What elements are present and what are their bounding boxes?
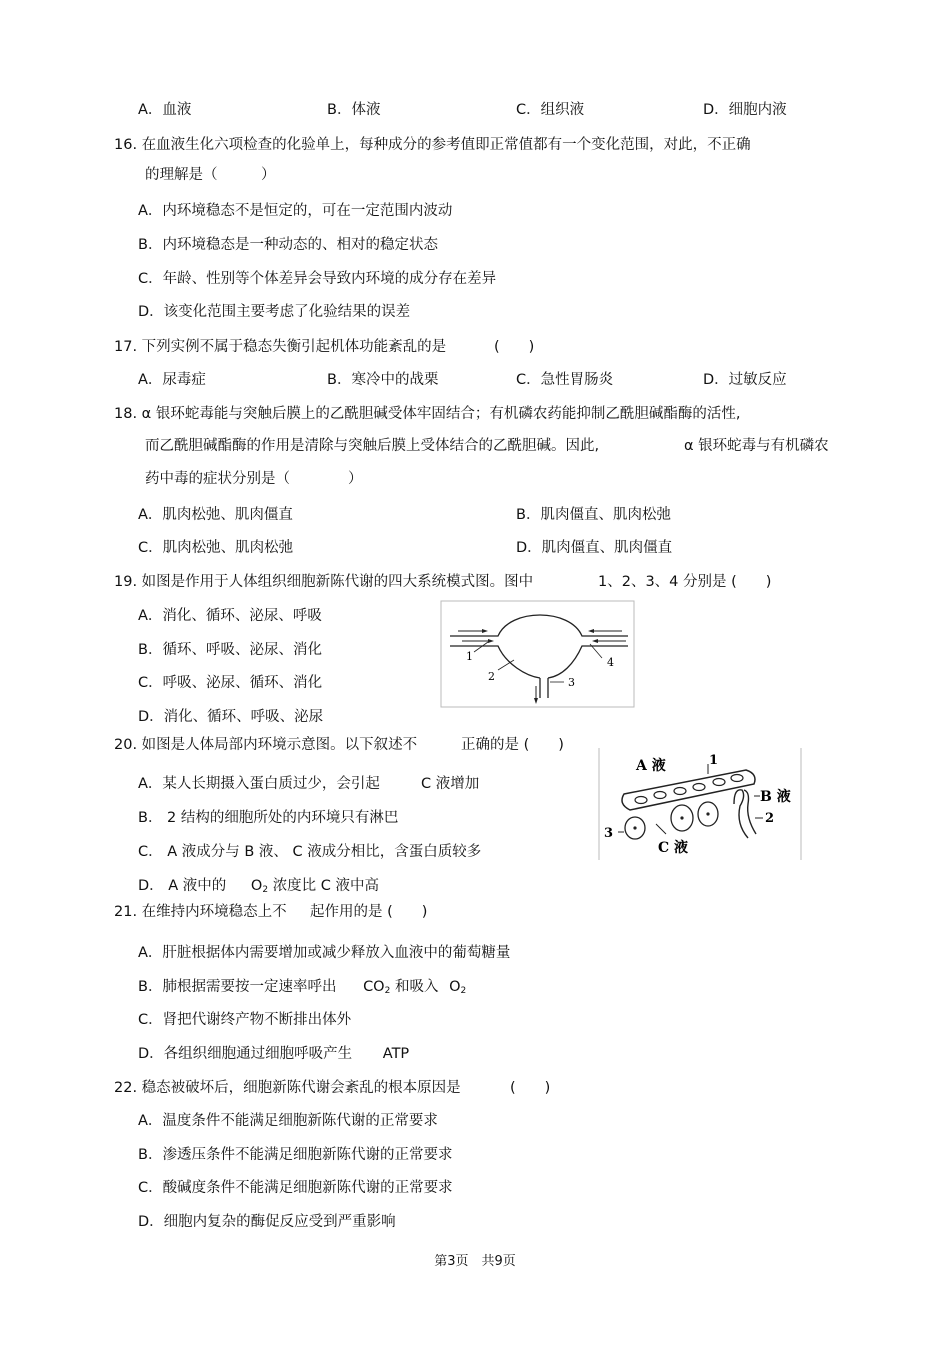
q19-stem: 19. 如图是作用于人体组织细胞新陈代谢的四大系统模式图。图中 [114,574,534,590]
q16-option-d: D．该变化范围主要考虑了化验结果的误差 [138,304,411,320]
q22-option-d: D．细胞内复杂的酶促反应受到严重影响 [138,1214,396,1230]
q18-stem-cont: 而乙酰胆碱酯酶的作用是清除与突触后膜上受体结合的乙酰胆碱。因此, [145,438,600,454]
q19-option-a: A．消化、循环、泌尿、呼吸 [138,608,322,624]
q22-option-c: C．酸碱度条件不能满足细胞新陈代谢的正常要求 [138,1180,453,1196]
q17-option-c: C．急性胃肠炎 [516,372,614,388]
q21-stem: 21. 在维持内环境稳态上不 [114,904,287,920]
q15-option-a: A．血液 [138,102,192,118]
q22-stem: 22. 稳态被破坏后，细胞新陈代谢会紊乱的根本原因是 [114,1080,461,1096]
q18-stem-end: 药中毒的症状分别是（ ） [145,471,363,487]
q21-option-d-atp: ATP [382,1046,410,1062]
q18-option-b: B．肌肉僵直、肌肉松弛 [516,507,671,523]
q21-option-d-a: D．各组织细胞通过细胞呼吸产生 [138,1046,353,1062]
q20-option-d-b: 浓度比 C 液中高 [272,878,380,894]
q20-fig-label-2: 2 [765,811,775,826]
q21-option-a: A．肝脏根据体内需要增加或减少释放入血液中的葡萄糖量 [138,945,511,961]
q19-fig-label-2: 2 [488,670,495,683]
q19-system-diagram [440,600,635,708]
q19-fig-label-4: 4 [607,656,614,669]
q20-stem-b: 正确的是 ( ) [461,737,564,753]
q20-option-b: B． 2 结构的细胞所处的内环境只有淋巴 [138,810,399,826]
q22-option-b: B．渗透压条件不能满足细胞新陈代谢的正常要求 [138,1147,453,1163]
q21-option-b [138,978,466,1000]
q20-fig-label-b: B 液 [760,789,791,805]
q20-option-c: C． A 液成分与 B 液、 C 液成分相比，含蛋白质较多 [138,844,482,860]
q17-answer-paren: ( ) [494,339,535,355]
q20-fig-label-1: 1 [709,753,719,768]
q17-option-d: D．过敏反应 [703,372,787,388]
q20-option-d-o: O [250,878,263,894]
q21-option-b-a: B．肺根据需要按一定速率呼出 [138,979,337,995]
q16-option-a: A．内环境稳态不是恒定的，可在一定范围内波动 [138,203,453,219]
q20-fig-label-3: 3 [604,826,614,841]
q20-option-a: A．某人长期摄入蛋白质过少，会引起 [138,776,380,792]
q21-option-b-mid: 和吸入 [394,979,439,995]
q19-option-c: C．呼吸、泌尿、循环、消化 [138,675,323,691]
q16-stem-cont: 的理解是（ ） [145,167,276,183]
q19-option-b: B．循环、呼吸、泌尿、消化 [138,642,322,658]
q17-option-a: A．尿毒症 [138,372,206,388]
q19-fig-label-3: 3 [568,676,575,689]
q20-option-d [138,877,379,899]
q20-tissue-diagram [598,748,802,860]
q20-option-d-sub: 2 [262,885,269,895]
q18-stem: 18. α 银环蛇毒能与突触后膜上的乙酰胆碱受体牢固结合；有机磷农药能抑制乙酰胆碱酯酶的活性, [114,406,741,422]
q20-option-d-a: D． A 液中的 [138,878,227,894]
q19-option-d: D．消化、循环、呼吸、泌尿 [138,709,324,725]
q20-option-a-b: C 液增加 [421,776,480,792]
q21-option-b-sub2: 2 [460,986,467,996]
q21-option-d [138,1045,409,1063]
q15-option-c: C．组织液 [516,102,585,118]
q18-option-c: C．肌肉松弛、肌肉松弛 [138,540,294,556]
q17-option-b: B．寒冷中的战栗 [327,372,439,388]
q18-stem-cont-b: α 银环蛇毒与有机磷农 [684,438,829,454]
q18-option-a: A．肌肉松弛、肌肉僵直 [138,507,293,523]
q19-stem-b: 1、2、3、4 分别是 ( ) [598,574,772,590]
q21-option-c: C．肾把代谢终产物不断排出体外 [138,1012,352,1028]
q16-option-c: C．年龄、性别等个体差异会导致内环境的成分存在差异 [138,271,497,287]
q18-option-d: D．肌肉僵直、肌肉僵直 [516,540,673,556]
q15-option-b: B．体液 [327,102,381,118]
page-number: 第3页 共9页 [434,1254,516,1269]
q20-fig-label-c: C 液 [658,840,689,856]
q21-option-b-o: O [449,979,461,995]
q22-answer-paren: ( ) [510,1080,551,1096]
q21-stem-b: 起作用的是 ( ) [310,904,428,920]
q15-option-d: D．细胞内液 [703,102,787,118]
q20-stem: 20. 如图是人体局部内环境示意图。以下叙述不 [114,737,418,753]
q20-fig-label-a: A 液 [636,758,666,774]
q16-option-b: B．内环境稳态是一种动态的、相对的稳定状态 [138,237,438,253]
q21-option-b-co: CO [363,979,385,995]
q19-fig-label-1: 1 [466,650,473,663]
q21-option-b-sub1: 2 [384,986,391,996]
q17-stem: 17. 下列实例不属于稳态失衡引起机体功能紊乱的是 [114,339,447,355]
q22-option-a: A．温度条件不能满足细胞新陈代谢的正常要求 [138,1113,438,1129]
q16-stem: 16. 在血液生化六项检查的化验单上，每种成分的参考值即正常值都有一个变化范围，对此，不正确 [114,137,751,153]
